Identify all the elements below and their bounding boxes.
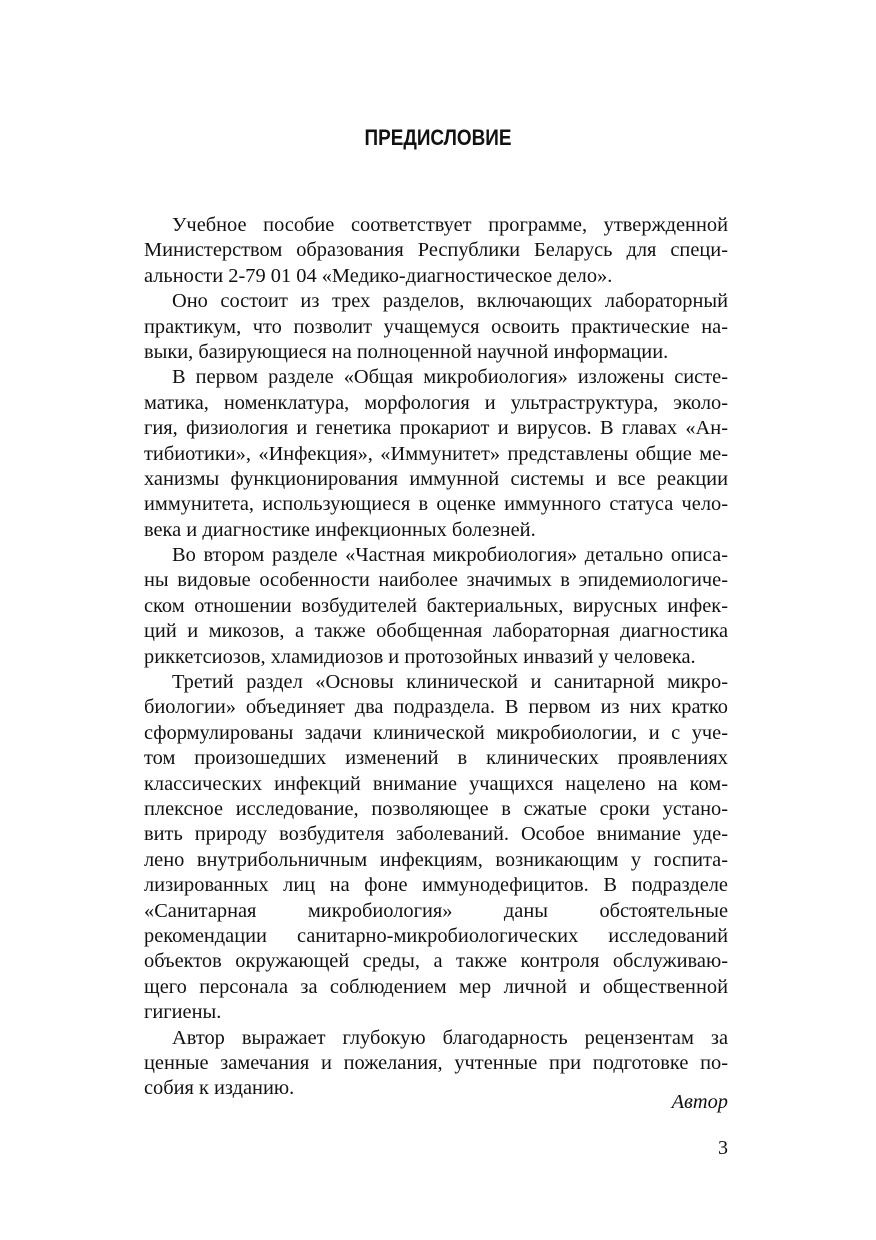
text-line: вить природу возбудителя заболеваний. Особое внимание уде- [144,823,728,846]
text-line: ценные замечания и пожелания, учтенные при подготовке по- [144,1051,728,1074]
text-line: Министерством образования Республики Беларусь для специ- [144,239,728,262]
text-line: «Санитарная микробиология» даны обстоятельные [144,899,728,922]
text-line: лено внутрибольничным инфекциям, возникающим у госпита- [144,848,728,871]
text-line: том произошедших изменений в клинических проявлениях [144,747,728,770]
text-line: плексное исследование, позволяющее в сжатые сроки устано- [144,797,728,820]
paragraph-2 [144,289,728,365]
text-line: сформулированы задачи клинической микробиологии, и с уче- [144,721,728,744]
paragraph-5 [144,670,728,1025]
text-line: века и диагностике инфекционных болезней. [144,518,536,541]
text-line: практикум, что позволит учащемуся освоить практические на- [144,315,728,338]
text-line: собия к изданию. [144,1077,295,1100]
text-line: Во втором разделе «Частная микробиология» детально описа- [172,544,728,567]
text-line: щего персонала за соблюдением мер личной и общественной [144,975,728,998]
text-line: классических инфекций внимание учащихся нацелено на ком- [144,772,728,795]
text-line: гигиены. [144,1001,222,1024]
text-line: Автор выражает глубокую благодарность рецензентам за [172,1026,728,1049]
text-line: тибиотики», «Инфекция», «Иммунитет» представлены общие ме- [144,442,728,465]
text-line: ны видовые особенности наиболее значимых в эпидемиологиче- [144,569,728,592]
text-line: лизированных лиц на фоне иммунодефицитов. В подразделе [144,874,728,897]
text-line: Третий раздел «Основы клинической и санитарной микро- [172,671,728,694]
text-line: матика, номенклатура, морфология и ультраструктура, эколо- [144,391,728,414]
text-line: гия, физиология и генетика прокариот и вирусов. В главах «Ан- [144,417,728,440]
text-line: Оно состоит из трех разделов, включающих лабораторный [172,290,728,313]
author-signature: Автор [671,1091,728,1113]
text-line: объектов окружающей среды, а также контроля обслуживаю- [144,950,728,973]
text-line: ций и микозов, а также обобщенная лабораторная диагностика [144,620,728,643]
text-line: биологии» объединяет два подраздела. В первом из них кратко [144,696,728,719]
paragraph-3 [144,365,728,543]
page-title: ПРЕДИСЛОВИЕ [364,125,512,150]
paragraph-4 [144,543,728,670]
text-line: Учебное пособие соответствует программе, утвержденной [172,214,728,236]
text-line: риккетсиозов, хламидиозов и протозойных инвазий у человека. [144,645,696,668]
text-line: иммунитета, использующиеся в оценке иммунного статуса чело- [144,493,728,516]
text-line: выки, базирующиеся на полноценной научной информации. [144,340,669,363]
paragraph-1 [144,213,728,289]
text-line: рекомендации санитарно-микробиологических исследований [144,924,728,947]
text-line: ханизмы функционирования иммунной системы и все реакции [144,467,728,490]
text-line: ском отношении возбудителей бактериальных, вирусных инфек- [144,594,728,617]
preface-text [144,213,728,1102]
text-line: альности 2-79 01 04 «Медико-диагностическое дело». [144,264,613,287]
page-number: 3 [718,1137,728,1159]
text-line: В первом разделе «Общая микробиология» изложены систе- [172,366,728,389]
